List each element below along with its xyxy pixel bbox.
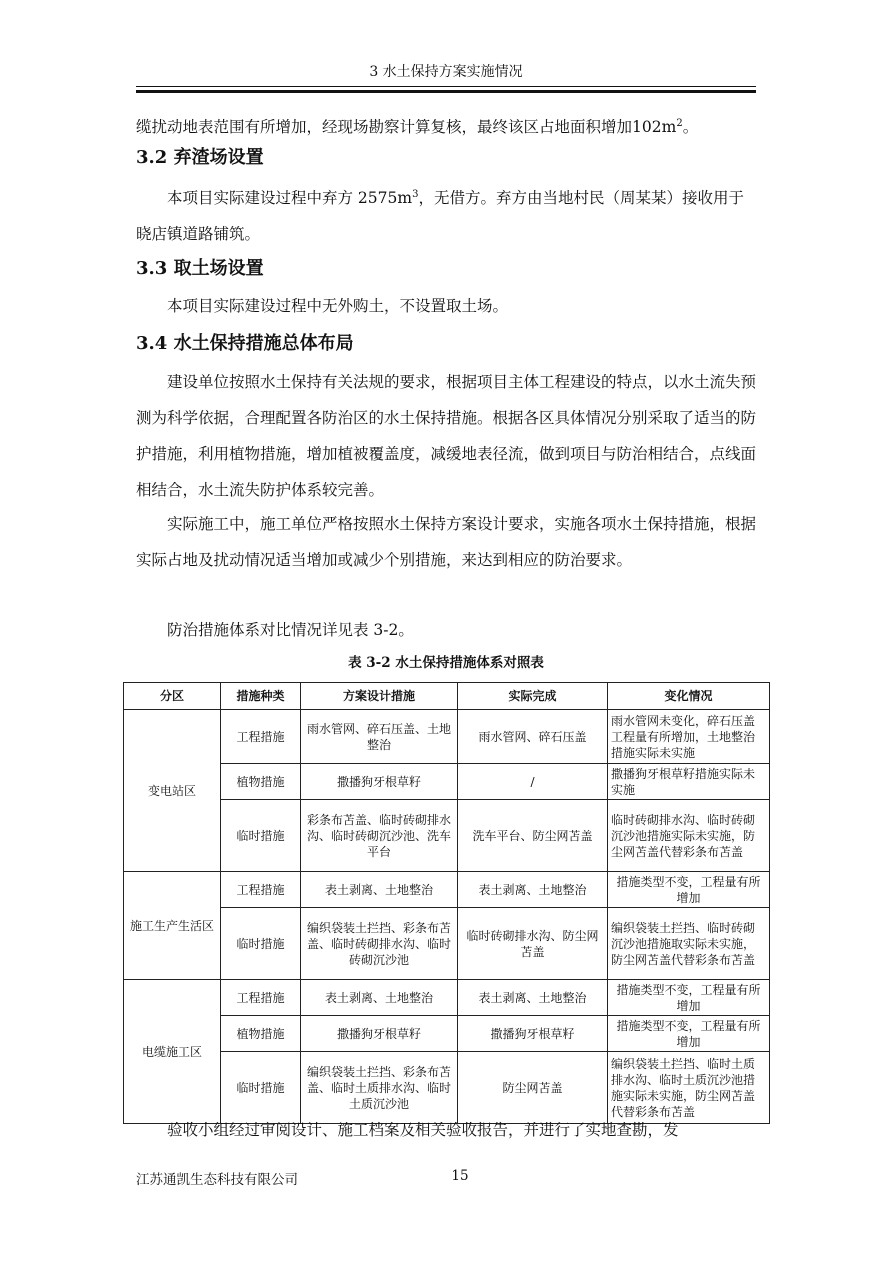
section-heading-3-2: 3.2 弃渣场设置 bbox=[136, 147, 264, 168]
superscript: 2 bbox=[676, 118, 683, 129]
area-value: 102m bbox=[632, 118, 677, 137]
table-cell: 工程措施 bbox=[221, 872, 301, 908]
paragraph-table-ref: 防治措施体系对比情况详见表 3-2。 bbox=[167, 621, 414, 639]
superscript: 3 bbox=[412, 189, 419, 200]
table-cell: 临时措施 bbox=[221, 908, 301, 980]
section-heading-3-4: 3.4 水土保持措施总体布局 bbox=[136, 333, 354, 354]
paragraph-text: 本项目实际建设过程中弃方 2575m bbox=[167, 189, 413, 208]
paragraph-layout: 建设单位按照水土保持有关法规的要求，根据项目主体工程建设的特点，以水土流失预测为科学依据，合理配置各防治区的水土保持措施。根据各区具体情况分别采取了适当的防护措施，利用植物措施，增加植被覆盖度，减缓地表径流，做到项目与防治相结合，点线面相结合，水土流失防护体系较完善。 bbox=[136, 373, 757, 499]
table-cell: 临时措施 bbox=[221, 1052, 301, 1124]
table-cell: 植物措施 bbox=[221, 764, 301, 800]
table-cell: 撒播狗牙根草籽 bbox=[458, 1016, 608, 1052]
table-cell: 撒播狗牙根草籽 bbox=[301, 1016, 458, 1052]
table-cell: 雨水管网未变化，碎石压盖工程量有所增加，土地整治措施实际未实施 bbox=[608, 710, 770, 764]
paragraph-end: 。 bbox=[682, 118, 699, 137]
table-row bbox=[124, 800, 770, 872]
zone-cell: 变电站区 bbox=[124, 710, 221, 872]
zone-cell: 电缆施工区 bbox=[124, 980, 221, 1124]
table-cell: 雨水管网、碎石压盖、土地整治 bbox=[301, 710, 458, 764]
table-header-row bbox=[124, 683, 770, 710]
table-cell: 措施类型不变，工程量有所增加 bbox=[608, 872, 770, 908]
footer-company: 江苏通凯生态科技有限公司 bbox=[136, 1172, 298, 1188]
table-cell: 编织袋装土拦挡、彩条布苫盖、临时土质排水沟、临时土质沉沙池 bbox=[301, 1052, 458, 1124]
paragraph-spoil bbox=[136, 177, 758, 252]
header-cell: 变化情况 bbox=[608, 683, 770, 710]
table-cell: 措施类型不变，工程量有所增加 bbox=[608, 1016, 770, 1052]
paragraph-text: ，无借方。弃方由当地村民（周某某）接收用于晓店镇道路铺筑。 bbox=[136, 189, 744, 244]
table-cell: 表土剥离、土地整治 bbox=[301, 872, 458, 908]
table-cell: 临时措施 bbox=[221, 800, 301, 872]
table-cell: 撒播狗牙根草籽措施实际未实施 bbox=[608, 764, 770, 800]
paragraph-acceptance: 验收小组经过审阅设计、施工档案及相关验收报告，并进行了实地查勘，发 bbox=[167, 1121, 679, 1139]
header-cell: 实际完成 bbox=[458, 683, 608, 710]
table-row bbox=[124, 710, 770, 764]
paragraph-text: 缆扰动地表范围有所增加，经现场勘察计算复核，最终该区占地面积增加 bbox=[136, 118, 633, 137]
table-cell: 雨水管网、碎石压盖 bbox=[458, 710, 608, 764]
table-cell: 表土剥离、土地整治 bbox=[458, 872, 608, 908]
header-cell: 措施种类 bbox=[221, 683, 301, 710]
table-cell: 编织袋装土拦挡、临时砖砌沉沙池措施取实际未实施，防尘网苫盖代替彩条布苫盖 bbox=[608, 908, 770, 980]
table-cell: 措施类型不变，工程量有所增加 bbox=[608, 980, 770, 1016]
running-header: 3 水土保持方案实施情况 bbox=[369, 64, 523, 80]
table-row bbox=[124, 764, 770, 800]
table-caption: 表 3-2 水土保持措施体系对照表 bbox=[348, 655, 544, 671]
table-row bbox=[124, 908, 770, 980]
table-cell: 临时砖砌排水沟、防尘网苫盖 bbox=[458, 908, 608, 980]
measures-table bbox=[123, 682, 770, 1124]
table-row bbox=[124, 872, 770, 908]
table-row bbox=[124, 980, 770, 1016]
table-cell: / bbox=[458, 764, 608, 800]
table-cell: 编织袋装土拦挡、彩条布苫盖、临时砖砌排水沟、临时砖砌沉沙池 bbox=[301, 908, 458, 980]
page-number: 15 bbox=[451, 1168, 469, 1184]
paragraph-continued bbox=[136, 106, 758, 145]
header-rule-thick bbox=[136, 90, 756, 93]
header-rule-thin bbox=[136, 86, 756, 87]
table-cell: 临时砖砌排水沟、临时砖砌沉沙池措施实际未实施，防尘网苫盖代替彩条布苫盖 bbox=[608, 800, 770, 872]
table-cell: 表土剥离、土地整治 bbox=[458, 980, 608, 1016]
table-cell: 植物措施 bbox=[221, 1016, 301, 1052]
table-cell: 彩条布苫盖、临时砖砌排水沟、临时砖砌沉沙池、洗车平台 bbox=[301, 800, 458, 872]
table-cell: 工程措施 bbox=[221, 710, 301, 764]
table-row bbox=[124, 1016, 770, 1052]
table-cell: 洗车平台、防尘网苫盖 bbox=[458, 800, 608, 872]
table-cell: 工程措施 bbox=[221, 980, 301, 1016]
paragraph-borrow: 本项目实际建设过程中无外购土，不设置取土场。 bbox=[167, 297, 509, 315]
table-cell: 表土剥离、土地整治 bbox=[301, 980, 458, 1016]
table-cell: 撒播狗牙根草籽 bbox=[301, 764, 458, 800]
header-cell: 分区 bbox=[124, 683, 221, 710]
section-heading-3-3: 3.3 取土场设置 bbox=[136, 258, 264, 279]
table-cell: 防尘网苫盖 bbox=[458, 1052, 608, 1124]
zone-cell: 施工生产生活区 bbox=[124, 872, 221, 980]
paragraph-construction: 实际施工中，施工单位严格按照水土保持方案设计要求，实施各项水土保持措施，根据实际占地及扰动情况适当增加或减少个别措施，来达到相应的防治要求。 bbox=[136, 515, 757, 569]
header-cell: 方案设计措施 bbox=[301, 683, 458, 710]
table-cell: 编织袋装土拦挡、临时土质排水沟、临时土质沉沙池措施实际未实施，防尘网苫盖代替彩条布苫盖 bbox=[608, 1052, 770, 1124]
